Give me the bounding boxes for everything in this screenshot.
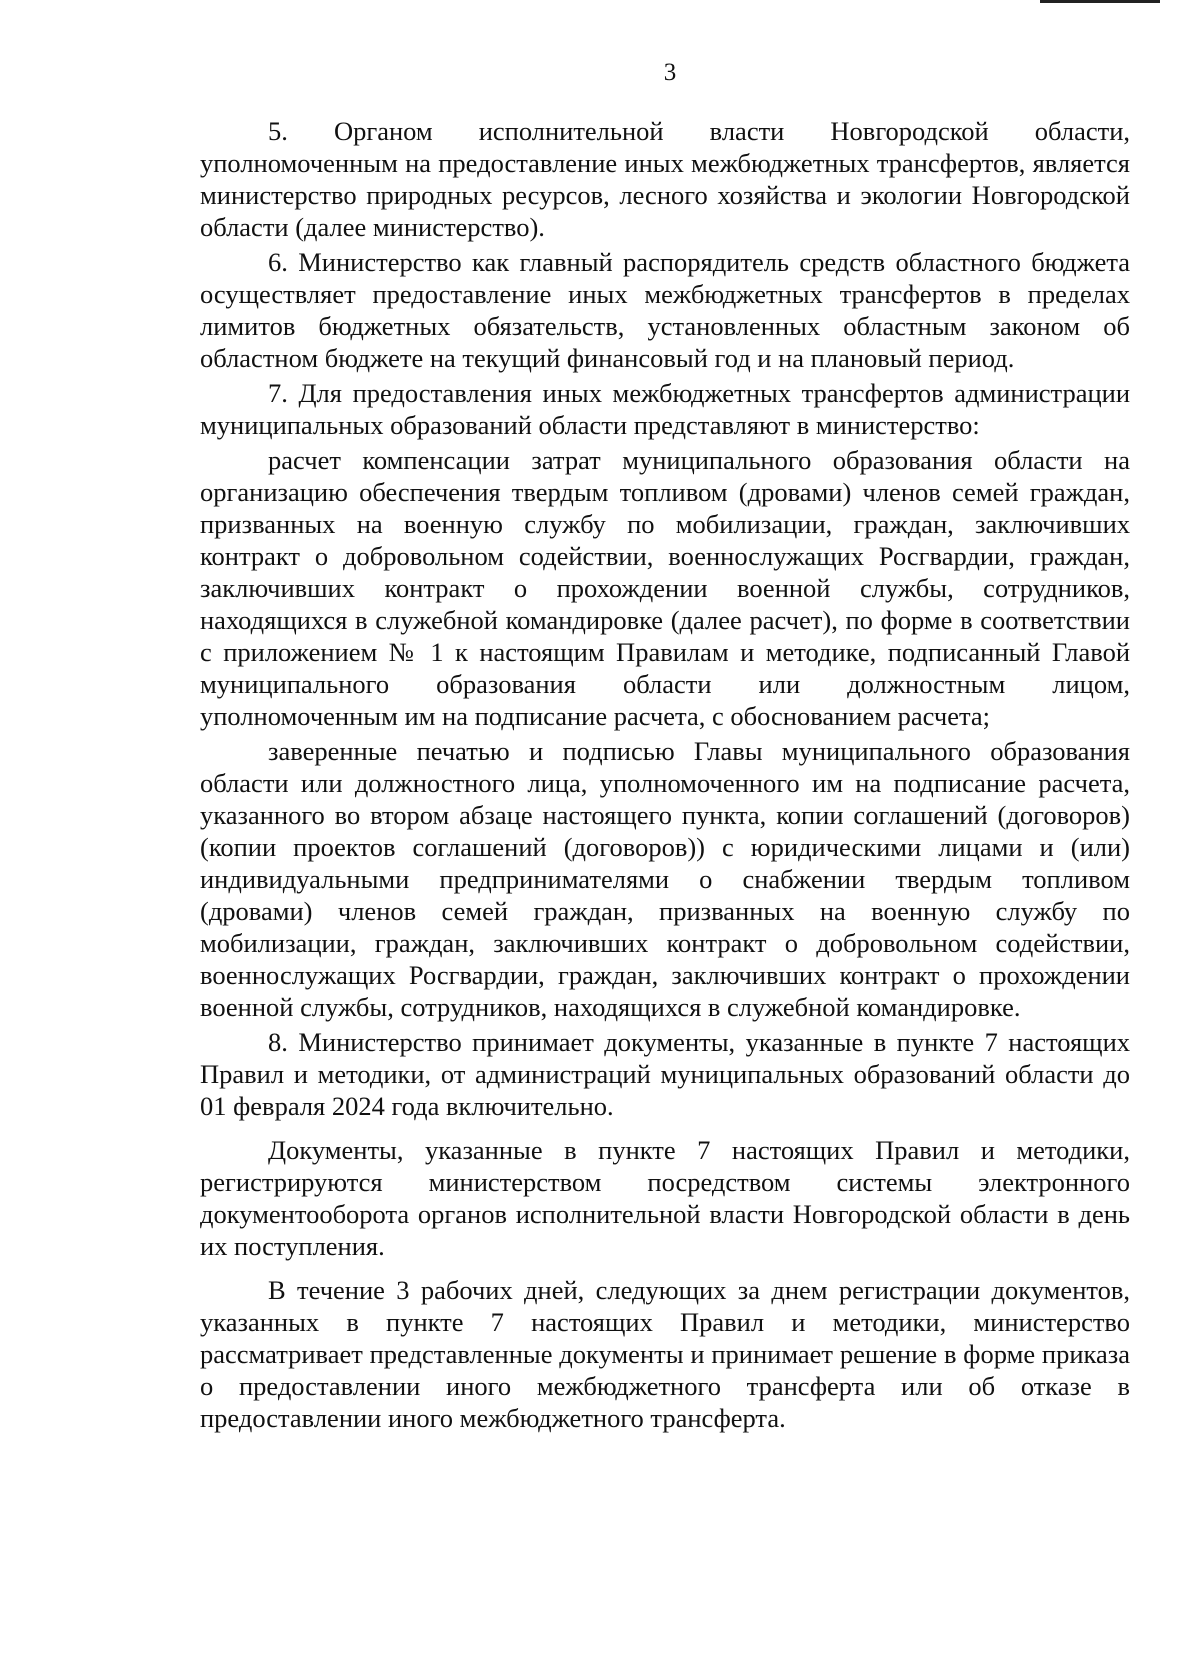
paragraph-item-5: 5. Органом исполнительной власти Новгородской области, уполномоченным на предоставление иных межбюджетных трансфертов, является министерство природных ресурсов, лесного хозяйства и экологии Новгородской области (далее министерство). [200, 116, 1130, 242]
paragraph-item-8: 8. Министерство принимает документы, указанные в пункте 7 настоящих Правил и методики, от администраций муниципальных образований области до 01 февраля 2024 года включительно. [200, 1027, 1130, 1121]
paragraph-review-decision: В течение 3 рабочих дней, следующих за днем регистрации документов, указанных в пункте 7 настоящих Правил и методики, министерство рассматривает представленные документы и принимает решение в форме приказа о предоставлении иного межбюджетного трансферта или об отказе в предоставлении иного межбюджетного трансферта. [200, 1275, 1130, 1433]
document-body [200, 115, 1130, 1437]
paragraph-item-7: 7. Для предоставления иных межбюджетных трансфертов администрации муниципальных образований области представляют в министерство: [200, 378, 1130, 440]
paragraph-registration: Документы, указанные в пункте 7 настоящих Правил и методики, регистрируются министерством посредством системы электронного документооборота органов исполнительной власти Новгородской области в день их поступления. [200, 1135, 1130, 1261]
paragraph-item-6: 6. Министерство как главный распорядитель средств областного бюджета осуществляет предоставление иных межбюджетных трансфертов в пределах лимитов бюджетных обязательств, установленных областным законом об областном бюджете на текущий финансовый год и на плановый период. [200, 247, 1130, 373]
paragraph-calculation: расчет компенсации затрат муниципального образования области на организацию обеспечения твердым топливом (дровами) членов семей граждан, призванных на военную службу по мобилизации, граждан, заключивших контракт о добровольном содействии, военнослужащих Росгвардии, граждан, заключивших контракт о прохождении военной службы, сотрудников, находящихся в служебной командировке (далее расчет), по форме в соответствии с приложением № 1 к настоящим Правилам и методике, подписанный Главой муниципального образования области или должностным лицом, уполномоченным им на подписание расчета, с обоснованием расчета; [200, 445, 1130, 731]
scan-edge-line [1040, 0, 1160, 3]
paragraph-certified-copies: заверенные печатью и подписью Главы муниципального образования области или должностного лица, уполномоченного им на подписание расчета, указанного во втором абзаце настоящего пункта, копии соглашений (договоров) (копии проектов соглашений (договоров)) с юридическими лицами и (или) индивидуальными предпринимателями о снабжении твердым топливом (дровами) членов семей граждан, призванных на военную службу по мобилизации, граждан, заключивших контракт о добровольном содействии, военнослужащих Росгвардии, граждан, заключивших контракт о прохождении военной службы, сотрудников, находящихся в служебной командировке. [200, 736, 1130, 1022]
page-number: 3 [663, 59, 677, 86]
